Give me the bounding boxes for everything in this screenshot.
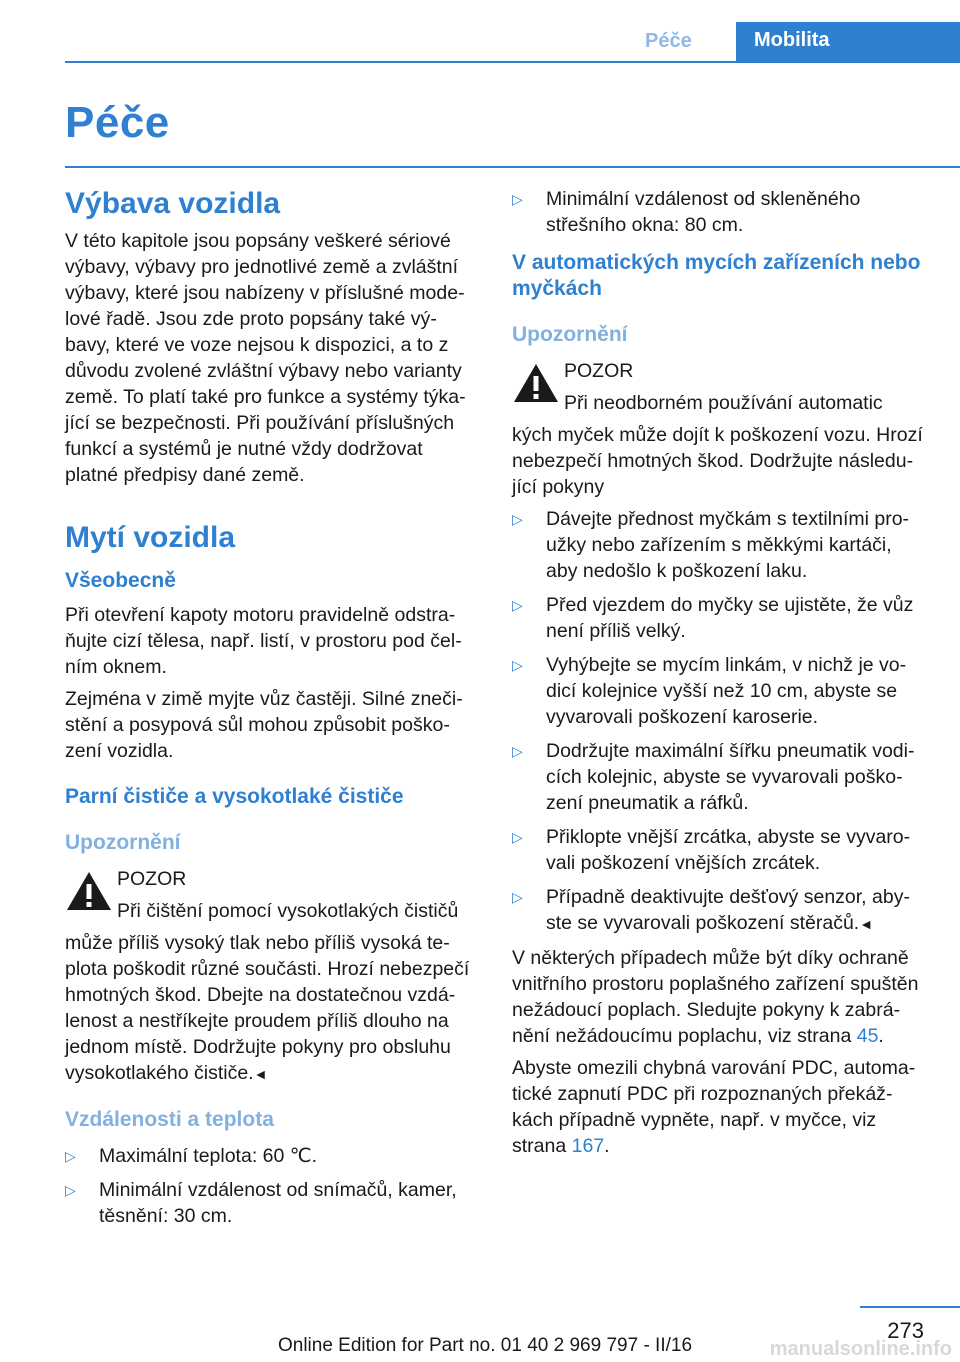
watermark: manualsonline.info (769, 1338, 952, 1360)
list-item-text: Minimální vzdálenost od snímačů, kamer, těsnění: 30 cm. (99, 1179, 457, 1227)
warning-block (65, 866, 475, 1087)
paragraph-equipment: V této kapitole jsou popsány veškeré sériové výbavy, výbavy pro jednotlivé země a zvláštní výbavy, které jsou nabízeny v příslušné modelové řadě. Jsou zde proto popsány také výbavy, které ve voze nejsou k dispozici, a to z důvodu zvolené zvláštní výbavy nebo varianty země. To platí také pro funkce a systémy týkající se bezpečnosti. Při používání příslušných funkcí a systémů je nutné vždy dodržovat platné předpisy dané země. (65, 230, 466, 486)
warning-block-right (512, 358, 924, 500)
footer-rule (860, 1306, 960, 1308)
list-item (512, 186, 924, 238)
triangle-bullet-icon: ▷ (512, 743, 523, 759)
page-link-167[interactable]: 167 (571, 1135, 605, 1157)
header-tab-current[interactable]: Péče (645, 30, 692, 52)
list-item (512, 884, 924, 937)
period: . (604, 1135, 610, 1157)
warning-text-lead: Při neodborném používání automatic (564, 392, 883, 414)
heading-notice-right: Upozornění (512, 323, 628, 346)
list-item-text: Přiklopte vnější zrcátka, abyste se vyvarovali poškození vnějších zrcátek. (546, 826, 911, 874)
list-item-text: Před vjezdem do myčky se ujistěte, že vůz není příliš velký. (546, 594, 914, 642)
list-item (512, 824, 924, 876)
title-rule (65, 166, 960, 168)
heading-notice: Upozornění (65, 831, 181, 854)
triangle-bullet-icon: ▷ (512, 657, 523, 673)
running-header (0, 0, 960, 62)
paragraph-pdc-text: Abyste omezili chybná varování PDC, automatické zapnutí PDC při rozpoznaných překážkách případně vypněte, např. v myčce, viz strana (512, 1057, 916, 1157)
end-mark: ◄ (859, 916, 874, 932)
header-rule (65, 61, 960, 63)
list-item-text: Minimální vzdálenost od skleněného střešního okna: 80 cm. (546, 188, 861, 236)
list-distances (65, 1143, 475, 1229)
paragraph-general-2: Zejména v zimě myjte vůz častěji. Silné znečistění a posypová sůl mohou způsobit poškození vozidla. (65, 688, 463, 762)
paragraph-alarm (512, 945, 924, 1049)
list-item-text: Vyhýbejte se mycím linkám, v nichž je vodicí kolejnice vyšší než 10 cm, abyste se vyvarovali poškození karoserie. (546, 654, 907, 728)
triangle-bullet-icon: ▷ (512, 191, 523, 207)
warning-text-rest: může příliš vysoký tlak nebo příliš vysoká teplota poškodit různé součásti. Hrozí nebezpečí hmotných škod. Dbejte na dostatečnou vzdálenost a nestříkejte proudem příliš dlouho na jednom místě. Dodržujte pokyny pro obsluhu vysokotlakého čističe. (65, 932, 470, 1084)
warning-text (65, 930, 475, 1087)
heading-distances: Vzdálenosti a teplota (65, 1108, 274, 1131)
triangle-bullet-icon: ▷ (65, 1182, 76, 1198)
list-item-text: Dodržujte maximální šířku pneumatik vodicích kolejnic, abyste se vyvarovali poškození pneumatik a ráfků. (546, 740, 915, 814)
triangle-bullet-icon: ▷ (512, 597, 523, 613)
footer-edition: Online Edition for Part no. 01 40 2 969 797 - II/16 (277, 1335, 693, 1356)
paragraph-pdc (512, 1055, 924, 1159)
right-column (512, 178, 924, 1165)
warning-label: POZOR (564, 360, 634, 382)
list-item (512, 652, 924, 730)
heading-equipment: Výbava vozidla (65, 187, 281, 220)
list-item (65, 1143, 475, 1169)
triangle-bullet-icon: ▷ (65, 1148, 76, 1164)
triangle-bullet-icon: ▷ (512, 511, 523, 527)
left-column (65, 178, 475, 1237)
page-title: Péče (65, 98, 170, 147)
period: . (878, 1025, 884, 1047)
page-link-45[interactable]: 45 (856, 1025, 879, 1047)
heading-washing: Mytí vozidla (65, 521, 236, 554)
paragraph-alarm-text: V některých případech může být díky ochraně vnitřního prostoru poplašného zařízení spuštěn nežádoucí poplach. Sledujte pokyny k zabránění nežádoucímu poplachu, viz strana (512, 947, 919, 1047)
triangle-bullet-icon: ▷ (512, 829, 523, 845)
list-item-text: Dávejte přednost myčkám s textilními proužky nebo zařízením s měkkými kartáči, aby nedošlo k poškození laku. (546, 508, 910, 582)
list-distances-continued (512, 186, 924, 238)
warning-triangle-icon (512, 362, 560, 404)
warning-label: POZOR (117, 868, 187, 890)
end-mark: ◄ (253, 1066, 268, 1082)
page-number: 273 (887, 1318, 924, 1343)
heading-steam-cleaners: Parní čističe a vysokotlaké čističe (65, 785, 404, 808)
header-tab-section[interactable]: Mobilita (736, 22, 960, 62)
list-item (65, 1177, 475, 1229)
list-carwash (512, 506, 924, 937)
list-item (512, 738, 924, 816)
heading-carwash: V automatických mycích zařízeních nebo myčkách (512, 251, 921, 300)
list-item (512, 506, 924, 584)
list-item (512, 592, 924, 644)
triangle-bullet-icon: ▷ (512, 889, 523, 905)
warning-text-lead: Při čištění pomocí vysokotlakých čističů (117, 900, 459, 922)
list-item-text: Případně deaktivujte dešťový senzor, abyste se vyvarovali poškození stěračů. (546, 886, 910, 934)
heading-general: Všeobecně (65, 569, 176, 592)
list-item-text: Maximální teplota: 60 ℃. (99, 1145, 318, 1167)
warning-text-rest: kých myček může dojít k poškození vozu. Hrozí nebezpečí hmotných škod. Dodržujte následující pokyny (512, 424, 923, 498)
warning-triangle-icon (65, 870, 113, 912)
paragraph-general-1: Při otevření kapoty motoru pravidelně odstraňujte cizí tělesa, např. listí, v prostoru pod čelním oknem. (65, 604, 462, 678)
